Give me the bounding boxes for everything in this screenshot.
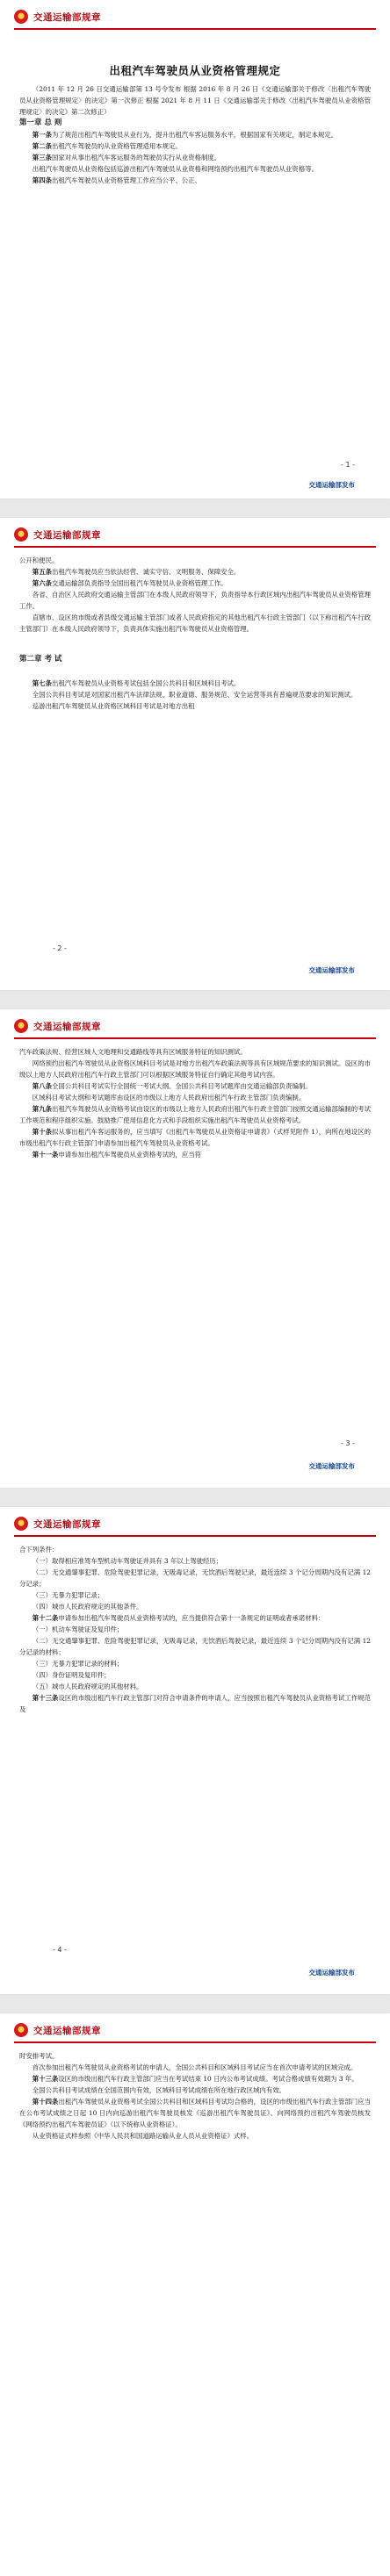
footer-publisher: 交通运输部发布 — [308, 966, 355, 974]
footer-publisher: 交通运输部发布 — [308, 1969, 355, 1977]
article-paragraph: 直辖市、设区的市级或者县级交通运输主管部门或者人民政府指定的其他出租汽车行政主管部门（以下称出租汽车行政主管部门）在本级人民政府领导下，负责具体实施出租汽车驾驶员从业资格管理。 — [19, 614, 371, 633]
page-header — [14, 1516, 376, 1537]
article-paragraph: 从业资格证式样参照《中华人民共和国道路运输从业人员从业资格证》式样。 — [32, 2132, 254, 2140]
revision-note: （2011 年 12 月 26 日交通运输部第 13 号令发布 根据 2016 年 8 月 26 日《交通运输部关于修改〈出租汽车驾驶员从业资格管理规定〉的决定》第一次修正 根据 2021 年 8 月 11 日《交通运输部关于修改〈出租汽车驾驶员从业资格管理规定〉的决定》第二次修正） — [19, 85, 371, 116]
article-paragraph: （五）城市人民政府规定的其他材料。 — [32, 1683, 143, 1690]
article-paragraph: 合下列条件： — [19, 1546, 59, 1553]
page-content — [19, 2050, 371, 2142]
document-page-1 — [0, 0, 390, 499]
article-paragraph: 第七条出租汽车驾驶员从业资格考试包括全国公共科目和区域科目考试。 — [32, 679, 241, 687]
article-paragraph: 第五条出租汽车驾驶员应当依法经营、诚实守信、文明服务、保障安全。 — [32, 568, 241, 576]
article-paragraph: （二）无交通肇事犯罪、危险驾驶犯罪记录，无吸毒记录，无饮酒后驾驶记录，最近连续 3 个记分周期内没有记满 12 分记录的材料； — [19, 1637, 371, 1656]
page-header — [14, 2022, 376, 2043]
article-paragraph: 第二条出租汽车驾驶员的从业资格管理适用本规定。 — [32, 142, 182, 150]
article-paragraph: 第四条出租汽车驾驶员从业资格管理工作应当公平、公正、 — [32, 176, 201, 184]
document-page-3 — [0, 1009, 390, 1488]
article-paragraph: 汽车政策法规、经营区域人文地理和交通路线等具有区域服务特征的知识测试。 — [19, 1048, 247, 1056]
article-paragraph: 第三条国家对从事出租汽车客运服务的驾驶员实行从业资格制度。 — [32, 154, 221, 161]
article-paragraph: 出租汽车驾驶员从业资格包括巡游出租汽车驾驶员从业资格和网络预约出租汽车驾驶员从业资格等。 — [32, 165, 318, 173]
national-emblem-icon — [14, 527, 28, 542]
article-paragraph: 首次参加出租汽车驾驶员从业资格考试的申请人，全国公共科目和区域科目考试应当在首次申请考试的区域完成。 — [32, 2063, 358, 2071]
chapter-heading: 第一章 总 则 — [19, 118, 62, 127]
page-header — [14, 9, 376, 30]
article-paragraph: （一）机动车驾驶证及复印件； — [32, 1625, 124, 1633]
article-paragraph: 公开和便民。 — [19, 556, 59, 564]
article-paragraph: 全国公共科目考试成绩在全国范围内有效，区域科目考试成绩在所在地行政区域内有效。 — [32, 2086, 286, 2094]
document-page-2 — [0, 518, 390, 990]
article-paragraph: （三）无暴力犯罪记录； — [32, 1591, 105, 1599]
page-content — [19, 1544, 371, 1715]
article-paragraph: 区域科目考试大纲和考试题库由设区的市级以上地方人民政府出租汽车行政主管部门负责编制。 — [32, 1094, 306, 1101]
article-paragraph: 第十四条出租汽车驾驶员从业资格考试全国公共科目和区域科目考试均合格的，设区的市级出租汽车行政主管部门应当在公布考试成绩之日起 10 日内向巡游出租汽车驾驶员核发《巡游出租汽车驾驶员证》、向网络预约出租汽车驾驶员核发《网络预约出租汽车驾驶员证》（以下统称从业资格证）。 — [19, 2098, 371, 2128]
article-paragraph: （二）无交通肇事犯罪、危险驾驶犯罪记录，无吸毒记录，无饮酒后驾驶记录，最近连续 3 个记分周期内没有记满 12 分记录； — [19, 1568, 371, 1588]
article-paragraph: （三）无暴力犯罪记录的材料； — [32, 1660, 124, 1668]
national-emblem-icon — [14, 1019, 28, 1033]
page-header — [14, 1018, 376, 1039]
page-number: - 4 - — [53, 1946, 67, 1954]
document-page-4 — [0, 1507, 390, 1994]
chapter-heading: 第二章 考 试 — [19, 655, 62, 664]
article-paragraph: 第一条为了规范出租汽车驾驶员从业行为，提升出租汽车客运服务水平，根据国家有关规定，制定本规定。 — [32, 131, 338, 139]
article-paragraph: （四）城市人民政府规定的其他条件。 — [32, 1603, 143, 1611]
page-content — [19, 1046, 371, 1160]
article-paragraph: 全国公共科目考试是对国家出租汽车法律法规、职业道德、服务规范、安全运营等具有普遍规范要求的知识测试。 — [32, 691, 358, 699]
header-title: 交通运输部规章 — [33, 11, 101, 23]
national-emblem-icon — [14, 1517, 28, 1531]
header-title: 交通运输部规章 — [33, 1021, 101, 1032]
article-paragraph: （四）身份证明及复印件； — [32, 1671, 111, 1679]
article-paragraph: 巡游出租汽车驾驶员从业资格区域科目考试是对地方出租 — [32, 702, 195, 710]
national-emblem-icon — [14, 10, 28, 24]
page-content — [19, 61, 371, 186]
national-emblem-icon — [14, 2023, 28, 2037]
header-title: 交通运输部规章 — [33, 1518, 101, 1530]
article-paragraph: 第十三条设区的市级出租汽车行政主管部门对符合申请条件的申请人，应当按照出租汽车驾驶员从业资格考试工作规范及 — [19, 1694, 371, 1713]
article-paragraph: 各省、自治区人民政府交通运输主管部门在本级人民政府领导下，负责指导本行政区域内出租汽车驾驶员从业资格管理工作。 — [19, 591, 371, 610]
header-title: 交通运输部规章 — [33, 2025, 101, 2036]
footer-publisher: 交通运输部发布 — [308, 1462, 355, 1470]
article-paragraph: 第十条拟从事出租汽车客运服务的，应当填写《出租汽车驾驶员从业资格证申请表》（式样见附件 1），向所在地设区的市级出租汽车行政主管部门申请参加出租汽车驾驶员从业资格考试。 — [19, 1128, 371, 1147]
article-paragraph: 第十二条申请参加出租汽车驾驶员从业资格考试的，应当提供符合第十一条规定的证明或者承诺材料： — [32, 1614, 325, 1622]
article-paragraph: 网络预约出租汽车驾驶员从业资格区域科目考试是对地方出租汽车政策法规等具有区域规范要求的知识测试。设区的市级以上地方人民政府出租汽车行政主管部门可以根据区域服务特征自行确定其他考试内容。 — [19, 1059, 371, 1079]
page-content — [19, 555, 371, 712]
page-header — [14, 527, 376, 548]
article-paragraph: 第八条全国公共科目考试实行全国统一考试大纲。全国公共科目考试题库由交通运输部负责编制。 — [32, 1082, 312, 1090]
footer-publisher: 交通运输部发布 — [308, 481, 355, 489]
header-title: 交通运输部规章 — [33, 529, 101, 541]
page-number: - 2 - — [53, 944, 67, 952]
article-paragraph: 第九条出租汽车驾驶员从业资格考试由设区的市级以上地方人民政府出租汽车行政主管部门按照交通运输部编制的考试工作规范和程序组织实施。鼓励推广使用信息化方式和手段组织实施出租汽车驾驶员从业资格考试。 — [19, 1105, 371, 1124]
article-paragraph: 第十三条设区的市级出租汽车行政主管部门应当在考试结束 10 日内公布考试成绩。考试合格成绩有效期为 3 年。 — [32, 2075, 358, 2083]
document-page-5 — [0, 2013, 390, 2576]
page-number: - 1 - — [341, 461, 355, 469]
article-paragraph: 第十一条申请参加出租汽车驾驶员从业资格考试的，应当符 — [32, 1151, 201, 1159]
article-paragraph: 第六条交通运输部负责指导全国出租汽车驾驶员从业资格管理工作。 — [32, 579, 228, 587]
page-number: - 3 - — [341, 1439, 355, 1447]
article-paragraph: （一）取得相应准驾车型机动车驾驶证并具有 3 年以上驾驶经历； — [32, 1557, 223, 1565]
document-title: 出租汽车驾驶员从业资格管理规定 — [109, 64, 281, 77]
article-paragraph: 时安排考试。 — [19, 2052, 59, 2060]
